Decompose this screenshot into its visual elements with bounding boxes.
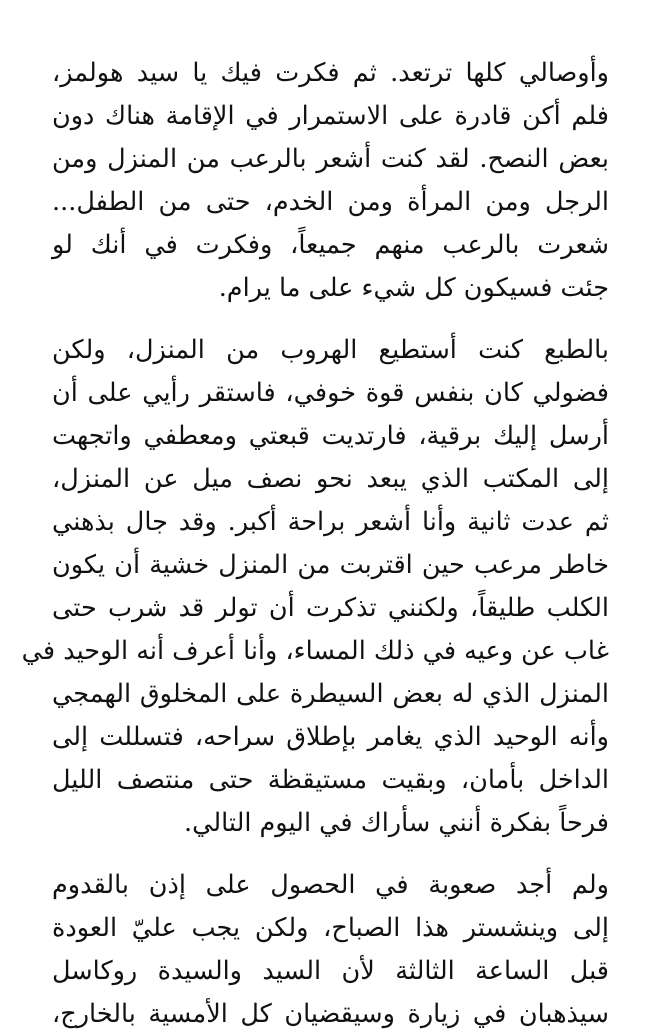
text-line: فضولي كان بنفس قوة خوفي، فاستقر رأيي على أن (52, 378, 609, 408)
text-line: وأنه الوحيد الذي يغامر بإطلاق سراحه، فتسللت إلى (52, 722, 609, 752)
text-line: فلم أكن قادرة على الاستمرار في الإقامة هناك دون (52, 101, 609, 131)
text-line: إلى وينشستر هذا الصباح، ولكن يجب عليّ العودة (52, 913, 609, 943)
text-line: غاب عن وعيه في ذلك المساء، وأنا أعرف أنه الوحيد في (21, 636, 609, 666)
paragraph-2 (21, 329, 609, 845)
text-line: ثم عدت ثانية وأنا أشعر براحة أكبر. وقد جال بذهني (52, 507, 609, 537)
text-line: فرحاً بفكرة أنني سأراك في اليوم التالي. (183, 808, 609, 838)
text-line: بالطبع كنت أستطيع الهروب من المنزل، ولكن (52, 335, 609, 365)
book-page (21, 52, 609, 1036)
text-line: بعض النصح. لقد كنت أشعر بالرعب من المنزل ومن (52, 144, 609, 174)
paragraph-1 (52, 52, 609, 310)
text-line: وأوصالي كلها ترتعد. ثم فكرت فيك يا سيد هولمز، (52, 58, 609, 88)
text-line: إلى المكتب الذي يبعد نحو نصف ميل عن المنزل، (52, 464, 609, 494)
text-line: جئت فسيكون كل شيء على ما يرام. (218, 273, 609, 303)
text-line: قبل الساعة الثالثة لأن السيد والسيدة روكاسل (52, 956, 609, 986)
text-line: أرسل إليك برقية، فارتديت قبعتي ومعطفي واتجهت (52, 421, 609, 451)
text-line: الكلب طليقاً، ولكنني تذكرت أن تولر قد شرب حتى (52, 593, 609, 623)
text-line: خاطر مرعب حين اقتربت من المنزل خشية أن يكون (52, 550, 609, 580)
text-line: سيذهبان في زيارة وسيقضيان كل الأمسية بالخارج، (52, 999, 609, 1029)
paragraph-3 (52, 864, 609, 1036)
text-line: الداخل بأمان، وبقيت مستيقظة حتى منتصف الليل (52, 765, 609, 795)
text-line: شعرت بالرعب منهم جميعاً، وفكرت في أنك لو (52, 230, 609, 260)
text-line: المنزل الذي له بعض السيطرة على المخلوق الهمجي (52, 679, 609, 709)
text-line: الرجل ومن المرأة ومن الخدم، حتى من الطفل... (52, 187, 609, 217)
text-line: ولم أجد صعوبة في الحصول على إذن بالقدوم (52, 870, 609, 900)
